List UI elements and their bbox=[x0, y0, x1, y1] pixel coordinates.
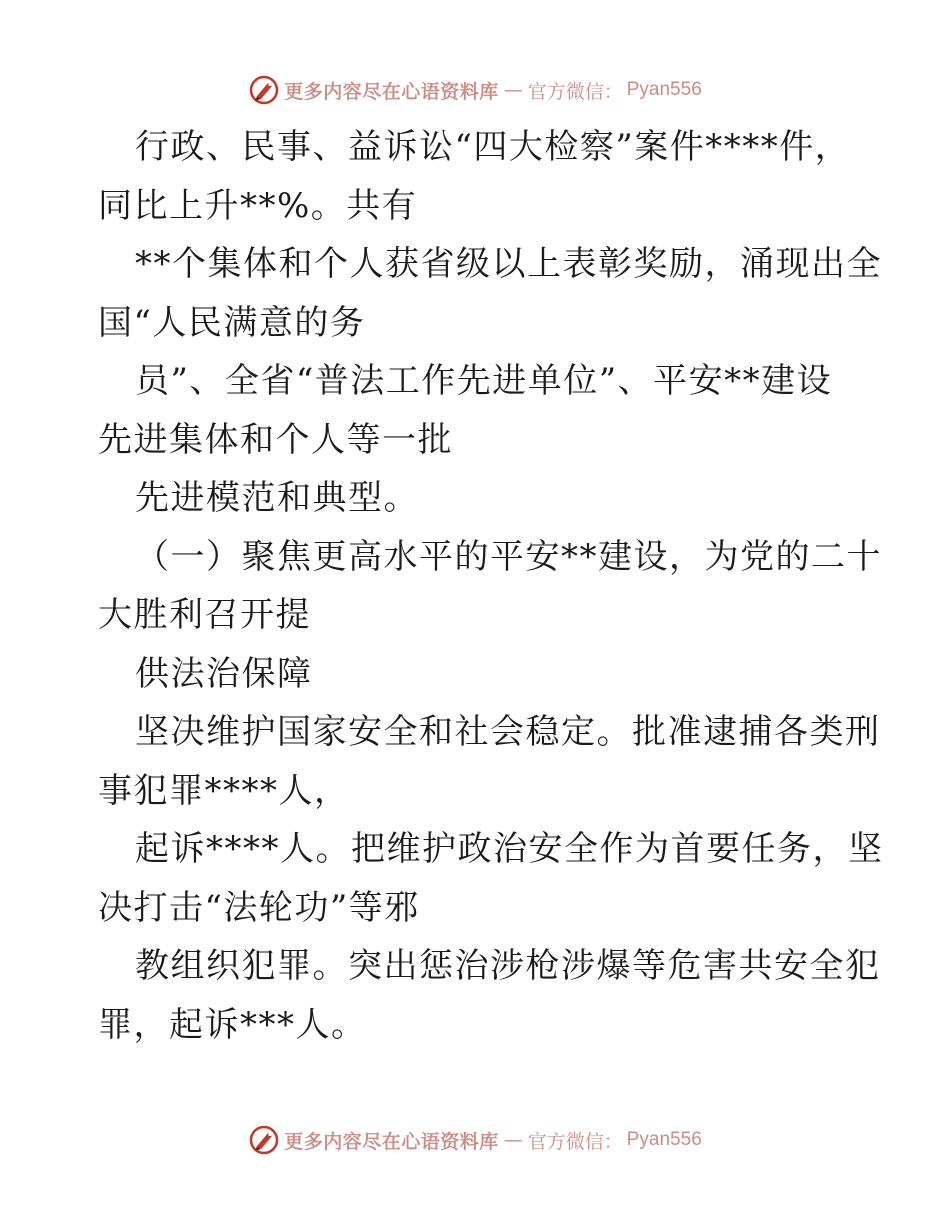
banner-official-label: 官方微信： bbox=[527, 80, 623, 103]
text-line: 教组织犯罪。突出惩治涉枪涉爆等危害共安全犯 bbox=[135, 946, 881, 986]
pen-logo-icon bbox=[248, 74, 280, 106]
banner-dash: — bbox=[503, 1129, 523, 1151]
text-line: 行政、民事、益诉讼“四大检察”案件****件， bbox=[135, 127, 851, 167]
section-heading-line: 供法治保障 bbox=[135, 653, 313, 694]
pen-logo-icon bbox=[248, 1124, 280, 1156]
banner-wechat-id: Pyan556 bbox=[626, 79, 702, 100]
banner-text: 更多内容尽在心语资料库 bbox=[284, 1130, 499, 1153]
header-banner bbox=[0, 70, 950, 110]
text-line: 决打击“法轮功”等邪 bbox=[98, 887, 420, 928]
section-heading-line: （一）聚焦更高水平的平安**建设，为党的二十 bbox=[135, 536, 882, 577]
text-line: 罪，起诉***人。 bbox=[98, 1004, 367, 1045]
section-heading-line: 大胜利召开提 bbox=[98, 595, 311, 635]
text-line: 坚决维护国家安全和社会稳定。批准逮捕各类刑 bbox=[135, 712, 881, 752]
text-line: **个集体和个人获省级以上表彰奖励，涌现出全 bbox=[135, 244, 882, 284]
text-line: 同比上升**%。共有 bbox=[98, 185, 418, 226]
document-body bbox=[98, 118, 884, 1054]
text-line: 事犯罪****人， bbox=[98, 770, 350, 811]
text-line: 员”、全省“普法工作先进单位”、平安**建设 bbox=[135, 361, 833, 401]
text-line: 起诉****人。把维护政治安全作为首要任务，坚 bbox=[135, 829, 884, 869]
banner-dash: — bbox=[503, 79, 523, 101]
text-line: 国“人民满意的务 bbox=[98, 302, 366, 343]
footer-banner bbox=[0, 1120, 950, 1160]
text-line: 先进模范和典型。 bbox=[135, 478, 419, 518]
text-line: 先进集体和个人等一批 bbox=[98, 419, 453, 460]
banner-wechat-id: Pyan556 bbox=[626, 1129, 702, 1150]
banner-text: 更多内容尽在心语资料库 bbox=[284, 80, 499, 103]
banner-official-label: 官方微信： bbox=[527, 1130, 623, 1153]
